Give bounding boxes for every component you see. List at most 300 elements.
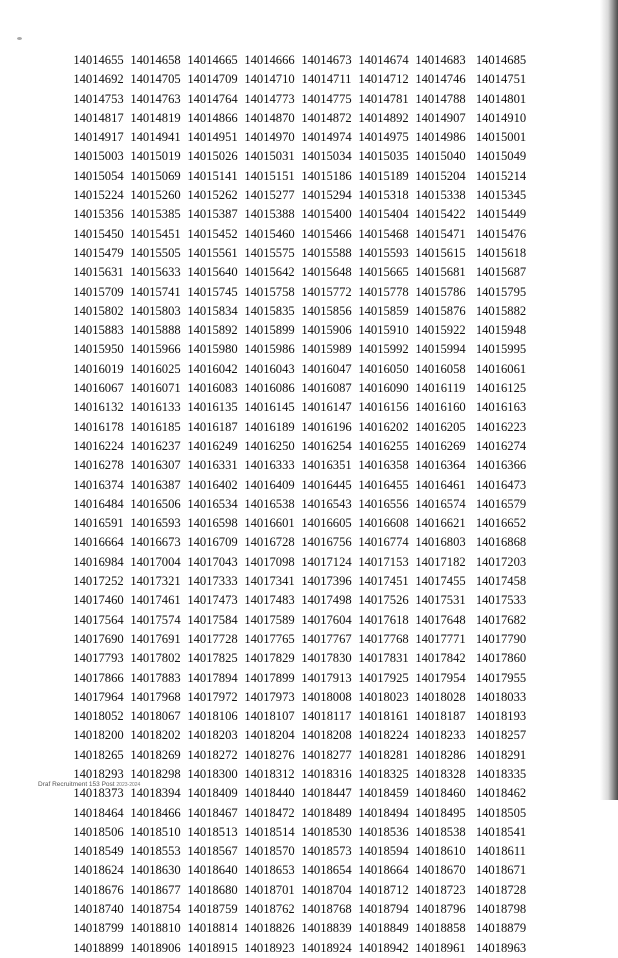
- number-cell: 14018293: [73, 766, 124, 781]
- number-cell: 14016574: [415, 496, 466, 511]
- number-cell: 14016445: [301, 477, 352, 492]
- number-cell: 14018107: [244, 709, 295, 724]
- number-cell: 14015049: [475, 149, 527, 164]
- number-cell: 14016506: [130, 496, 181, 511]
- number-cell: 14017790: [475, 631, 527, 646]
- number-cell: 14016255: [358, 438, 409, 453]
- number-cell: 14015471: [415, 226, 466, 241]
- number-cell: 14017252: [73, 574, 124, 589]
- number-cell: 14016598: [187, 516, 238, 531]
- number-cell: 14017043: [187, 554, 238, 569]
- number-cell: 14017451: [358, 574, 409, 589]
- number-cell: 14017831: [358, 651, 409, 666]
- number-cell: 14015966: [130, 342, 181, 357]
- number-cell: 14016307: [130, 458, 181, 473]
- number-cell: 14018008: [301, 689, 352, 704]
- number-cell: 14018272: [187, 747, 238, 762]
- number-cell: 14017830: [301, 651, 352, 666]
- footer-note: [38, 781, 140, 788]
- number-cell: 14017564: [73, 612, 124, 627]
- number-cell: 14015980: [187, 342, 238, 357]
- number-cell: 14014665: [187, 53, 238, 67]
- number-cell: 14017894: [187, 670, 238, 685]
- number-cell: 14015950: [73, 342, 124, 357]
- number-cell: 14014892: [358, 110, 409, 125]
- number-cell: 14015593: [358, 245, 409, 260]
- number-cell: 14015687: [475, 265, 527, 280]
- number-cell: 14018373: [73, 786, 124, 801]
- number-cell: 14018671: [475, 863, 527, 878]
- number-cell: 14016237: [130, 438, 181, 453]
- number-cell: 14018409: [187, 786, 238, 801]
- number-cell: 14015054: [73, 168, 124, 183]
- number-cell: 14014951: [187, 130, 238, 145]
- number-cell: 14015892: [187, 323, 238, 338]
- number-cell: 14016591: [73, 516, 124, 531]
- number-cell: 14016774: [358, 535, 409, 550]
- number-cell: 14016250: [244, 438, 295, 453]
- number-cell: 14018624: [73, 863, 124, 878]
- number-cell: 14014917: [73, 130, 124, 145]
- number-cell: 14017203: [475, 554, 527, 569]
- number-cell: 14018472: [244, 805, 295, 820]
- number-cell: 14018161: [358, 709, 409, 724]
- number-cell: 14018233: [415, 728, 466, 743]
- number-cell: 14014763: [130, 91, 181, 106]
- number-cell: 14014775: [301, 91, 352, 106]
- number-cell: 14016196: [301, 419, 352, 434]
- number-cell: 14016087: [301, 381, 352, 396]
- number-cell: 14017526: [358, 593, 409, 608]
- number-cell: 14016202: [358, 419, 409, 434]
- number-cell: 14018798: [475, 902, 527, 917]
- number-cell: 14016358: [358, 458, 409, 473]
- number-cell: 14015642: [244, 265, 295, 280]
- number-cell: 14014658: [130, 53, 181, 67]
- number-cell: 14017584: [187, 612, 238, 627]
- number-cell: 14014655: [73, 53, 124, 67]
- number-cell: 14014773: [244, 91, 295, 106]
- number-cell: 14015345: [475, 188, 527, 203]
- number-cell: 14017955: [475, 670, 527, 685]
- number-cell: 14014683: [415, 53, 466, 67]
- number-cell: 14015995: [475, 342, 527, 357]
- number-cell: 14018193: [475, 709, 527, 724]
- number-cell: 14016133: [130, 400, 181, 415]
- scan-speck: [17, 37, 22, 40]
- number-cell: 14015141: [187, 168, 238, 183]
- number-cell: 14018494: [358, 805, 409, 820]
- number-cell: 14015277: [244, 188, 295, 203]
- number-cell: 14017498: [301, 593, 352, 608]
- number-cell: 14016269: [415, 438, 466, 453]
- number-cell: 14016086: [244, 381, 295, 396]
- number-cell: 14016387: [130, 477, 181, 492]
- number-cell: 14017964: [73, 689, 124, 704]
- number-cell: 14016223: [475, 419, 527, 434]
- number-cell: 14018269: [130, 747, 181, 762]
- number-cell: 14018538: [415, 824, 466, 839]
- number-cell: 14016868: [475, 535, 527, 550]
- number-cell: 14018489: [301, 805, 352, 820]
- number-cell: 14018464: [73, 805, 124, 820]
- number-cell: 14017341: [244, 574, 295, 589]
- number-cell: 14015338: [415, 188, 466, 203]
- number-cell: 14018762: [244, 902, 295, 917]
- number-cell: 14018460: [415, 786, 466, 801]
- number-cell: 14016050: [358, 361, 409, 376]
- number-cell: 14016135: [187, 400, 238, 415]
- number-cell: 14015859: [358, 303, 409, 318]
- number-cell: 14018316: [301, 766, 352, 781]
- number-cell: 14016409: [244, 477, 295, 492]
- number-cell: 14015069: [130, 168, 181, 183]
- number-cell: 14016673: [130, 535, 181, 550]
- number-cell: 14015151: [244, 168, 295, 183]
- number-cell: 14016461: [415, 477, 466, 492]
- number-cell: 14018265: [73, 747, 124, 762]
- number-cell: 14018701: [244, 882, 295, 897]
- number-cell: 14016047: [301, 361, 352, 376]
- number-cell: 14015186: [301, 168, 352, 183]
- number-cell: 14017728: [187, 631, 238, 646]
- number-cell: 14018204: [244, 728, 295, 743]
- number-cell: 14016803: [415, 535, 466, 550]
- number-cell: 14016090: [358, 381, 409, 396]
- number-cell: 14018963: [475, 940, 527, 955]
- number-cell: 14018879: [475, 921, 527, 936]
- number-cell: 14018826: [244, 921, 295, 936]
- number-cell: 14018495: [415, 805, 466, 820]
- number-cell: 14015452: [187, 226, 238, 241]
- number-cell: 14018335: [475, 766, 527, 781]
- number-cell: 14015003: [73, 149, 124, 164]
- number-cell: 14015262: [187, 188, 238, 203]
- number-cell: 14017648: [415, 612, 466, 627]
- number-cell: 14018510: [130, 824, 181, 839]
- number-cell: 14016156: [358, 400, 409, 415]
- number-cell: 14018286: [415, 747, 466, 762]
- number-cell: 14015681: [415, 265, 466, 280]
- number-cell: 14016455: [358, 477, 409, 492]
- number-cell: 14014819: [130, 110, 181, 125]
- number-cell: 14014674: [358, 53, 409, 67]
- number-cell: 14016043: [244, 361, 295, 376]
- number-cell: 14017458: [475, 574, 527, 589]
- number-cell: 14015802: [73, 303, 124, 318]
- number-cell: 14015888: [130, 323, 181, 338]
- number-cell: 14018513: [187, 824, 238, 839]
- number-cell: 14016331: [187, 458, 238, 473]
- number-cell: 14016484: [73, 496, 124, 511]
- footer-year: 2023-2024: [116, 782, 141, 788]
- number-cell: 14016333: [244, 458, 295, 473]
- number-cell: 14016185: [130, 419, 181, 434]
- number-cell: 14015989: [301, 342, 352, 357]
- number-cell: 14018799: [73, 921, 124, 936]
- number-cell: 14018677: [130, 882, 181, 897]
- number-cell: 14018759: [187, 902, 238, 917]
- number-cell: 14018281: [358, 747, 409, 762]
- number-cell: 14016083: [187, 381, 238, 396]
- number-cell: 14014970: [244, 130, 295, 145]
- number-cell: 14016709: [187, 535, 238, 550]
- number-cell: 14017802: [130, 651, 181, 666]
- number-cell: 14014673: [301, 53, 352, 67]
- number-cell: 14018640: [187, 863, 238, 878]
- number-cell: 14018653: [244, 863, 295, 878]
- number-cell: 14016160: [415, 400, 466, 415]
- number-cell: 14018723: [415, 882, 466, 897]
- number-cell: 14017396: [301, 574, 352, 589]
- number-cell: 14014666: [244, 53, 295, 67]
- number-cell: 14017899: [244, 670, 295, 685]
- number-cell: 14017883: [130, 670, 181, 685]
- number-cell: 14018459: [358, 786, 409, 801]
- number-cell: 14018553: [130, 844, 181, 859]
- number-cell: 14017533: [475, 593, 527, 608]
- number-cell: 14016402: [187, 477, 238, 492]
- number-cell: 14015505: [130, 245, 181, 260]
- number-cell: 14016042: [187, 361, 238, 376]
- number-cell: 14018208: [301, 728, 352, 743]
- number-cell: 14014705: [130, 72, 181, 87]
- number-cell: 14014866: [187, 110, 238, 125]
- number-cell: 14017829: [244, 651, 295, 666]
- number-cell: 14017098: [244, 554, 295, 569]
- number-cell: 14018312: [244, 766, 295, 781]
- number-cell: 14018187: [415, 709, 466, 724]
- number-cell: 14018676: [73, 882, 124, 897]
- number-cell: 14015618: [475, 245, 527, 260]
- number-cell: 14016061: [475, 361, 527, 376]
- number-cell: 14017618: [358, 612, 409, 627]
- number-cell: 14017771: [415, 631, 466, 646]
- number-cell: 14016025: [130, 361, 181, 376]
- number-cell: 14014870: [244, 110, 295, 125]
- number-cell: 14016543: [301, 496, 352, 511]
- number-cell: 14017589: [244, 612, 295, 627]
- number-cell: 14015224: [73, 188, 124, 203]
- number-cell: 14018549: [73, 844, 124, 859]
- number-cell: 14015260: [130, 188, 181, 203]
- number-cell: 14015899: [244, 323, 295, 338]
- number-cell: 14015026: [187, 149, 238, 164]
- number-cell: 14016652: [475, 516, 527, 531]
- number-cell: 14016178: [73, 419, 124, 434]
- number-cell: 14016274: [475, 438, 527, 453]
- number-cell: 14015640: [187, 265, 238, 280]
- number-cell: 14015318: [358, 188, 409, 203]
- number-cell: 14014801: [475, 91, 527, 106]
- number-cell: 14018942: [358, 940, 409, 955]
- number-cell: 14018052: [73, 709, 124, 724]
- number-cell: 14018277: [301, 747, 352, 762]
- number-cell: 14017913: [301, 670, 352, 685]
- number-cell: 14018202: [130, 728, 181, 743]
- number-cell: 14015778: [358, 284, 409, 299]
- number-cell: 14015001: [475, 130, 527, 145]
- number-cell: 14018768: [301, 902, 352, 917]
- number-cell: 14015834: [187, 303, 238, 318]
- number-cell: 14016664: [73, 535, 124, 550]
- number-cell: 14018291: [475, 747, 527, 762]
- number-cell: 14016224: [73, 438, 124, 453]
- number-cell: 14016534: [187, 496, 238, 511]
- number-cell: 14015803: [130, 303, 181, 318]
- number-cell: 14015631: [73, 265, 124, 280]
- number-cell: 14018203: [187, 728, 238, 743]
- number-cell: 14016071: [130, 381, 181, 396]
- number-cell: 14014986: [415, 130, 466, 145]
- number-cell: 14017825: [187, 651, 238, 666]
- number-cell: 14018899: [73, 940, 124, 955]
- number-cell: 14018573: [301, 844, 352, 859]
- number-cell: 14016132: [73, 400, 124, 415]
- number-cell: 14018814: [187, 921, 238, 936]
- number-cell: 14018536: [358, 824, 409, 839]
- number-cell: 14018664: [358, 863, 409, 878]
- number-cell: 14018394: [130, 786, 181, 801]
- number-cell: 14016351: [301, 458, 352, 473]
- number-cell: 14018328: [415, 766, 466, 781]
- number-cell: 14017604: [301, 612, 352, 627]
- number-cell: 14018610: [415, 844, 466, 859]
- number-cell: 14017473: [187, 593, 238, 608]
- number-cell: 14015385: [130, 207, 181, 222]
- number-cell: 14017972: [187, 689, 238, 704]
- number-cell: 14018440: [244, 786, 295, 801]
- number-cell: 14016366: [475, 458, 527, 473]
- number-cell: 14015922: [415, 323, 466, 338]
- number-cell: 14015479: [73, 245, 124, 260]
- number-cell: 14018915: [187, 940, 238, 955]
- number-cell: 14015294: [301, 188, 352, 203]
- number-cell: 14016067: [73, 381, 124, 396]
- number-cell: 14016163: [475, 400, 527, 415]
- number-cell: 14017925: [358, 670, 409, 685]
- footer-label: Draf Recruitment 153 Post: [38, 781, 115, 788]
- number-cell: 14017124: [301, 554, 352, 569]
- number-cell: 14016984: [73, 554, 124, 569]
- number-cell: 14015906: [301, 323, 352, 338]
- number-cell: 14015795: [475, 284, 527, 299]
- number-cell: 14015400: [301, 207, 352, 222]
- number-cell: 14018467: [187, 805, 238, 820]
- number-cell: 14017333: [187, 574, 238, 589]
- number-cell: 14016538: [244, 496, 295, 511]
- number-cell: 14017793: [73, 651, 124, 666]
- number-cell: 14016473: [475, 477, 527, 492]
- number-cell: 14015035: [358, 149, 409, 164]
- number-cell: 14018505: [475, 805, 527, 820]
- number-cell: 14014746: [415, 72, 466, 87]
- number-cell: 14018462: [475, 786, 527, 801]
- number-cell: 14014685: [475, 53, 527, 67]
- number-cell: 14018298: [130, 766, 181, 781]
- number-cell: 14018276: [244, 747, 295, 762]
- number-cell: 14014764: [187, 91, 238, 106]
- number-cell: 14017691: [130, 631, 181, 646]
- number-cell: 14017866: [73, 670, 124, 685]
- number-cell: 14015214: [475, 168, 527, 183]
- number-cell: 14014751: [475, 72, 527, 87]
- number-cell: 14018924: [301, 940, 352, 955]
- number-cell: 14018447: [301, 786, 352, 801]
- number-cell: 14017182: [415, 554, 466, 569]
- number-cell: 14017767: [301, 631, 352, 646]
- number-cell: 14016058: [415, 361, 466, 376]
- number-cell: 14015992: [358, 342, 409, 357]
- number-cell: 14017765: [244, 631, 295, 646]
- number-cell: 14017682: [475, 612, 527, 627]
- number-cell: 14018530: [301, 824, 352, 839]
- number-cell: 14015741: [130, 284, 181, 299]
- number-cell: 14015031: [244, 149, 295, 164]
- number-cell: 14018670: [415, 863, 466, 878]
- number-cell: 14016605: [301, 516, 352, 531]
- number-cell: 14015019: [130, 149, 181, 164]
- number-cell: 14018224: [358, 728, 409, 743]
- number-cell: 14016374: [73, 477, 124, 492]
- number-cell: 14015204: [415, 168, 466, 183]
- number-cell: 14015422: [415, 207, 466, 222]
- number-cell: 14018794: [358, 902, 409, 917]
- number-cell: 14015387: [187, 207, 238, 222]
- number-cell: 14017321: [130, 574, 181, 589]
- number-cell: 14014907: [415, 110, 466, 125]
- number-cell: 14018023: [358, 689, 409, 704]
- number-cell: 14015615: [415, 245, 466, 260]
- number-cell: 14018594: [358, 844, 409, 859]
- scanner-page-edge: [600, 0, 618, 800]
- number-cell: 14015758: [244, 284, 295, 299]
- number-cell: 14016621: [415, 516, 466, 531]
- number-cell: 14016364: [415, 458, 466, 473]
- number-cell: 14018106: [187, 709, 238, 724]
- number-cell: 14015745: [187, 284, 238, 299]
- number-cell: 14015835: [244, 303, 295, 318]
- number-cell: 14016119: [415, 381, 466, 396]
- number-cell: 14016147: [301, 400, 352, 415]
- number-cell: 14016254: [301, 438, 352, 453]
- number-cell: 14014710: [244, 72, 295, 87]
- number-cell: 14018630: [130, 863, 181, 878]
- number-cell: 14014941: [130, 130, 181, 145]
- number-cell: 14015449: [475, 207, 527, 222]
- number-cell: 14014709: [187, 72, 238, 87]
- number-cell: 14015451: [130, 226, 181, 241]
- number-cell: 14015450: [73, 226, 124, 241]
- number-cell: 14018680: [187, 882, 238, 897]
- number-cell: 14018257: [475, 728, 527, 743]
- number-cell: 14017460: [73, 593, 124, 608]
- number-cell: 14014753: [73, 91, 124, 106]
- number-cell: 14015910: [358, 323, 409, 338]
- number-cell: 14018849: [358, 921, 409, 936]
- number-cell: 14018712: [358, 882, 409, 897]
- number-cell: 14016145: [244, 400, 295, 415]
- number-cell: 14018754: [130, 902, 181, 917]
- number-cell: 14018541: [475, 824, 527, 839]
- number-cell: 14017690: [73, 631, 124, 646]
- number-cell: 14015883: [73, 323, 124, 338]
- number-cell: 14018923: [244, 940, 295, 955]
- number-cell: 14017973: [244, 689, 295, 704]
- number-cell: 14014974: [301, 130, 352, 145]
- number-cell: 14015633: [130, 265, 181, 280]
- number-cell: 14016249: [187, 438, 238, 453]
